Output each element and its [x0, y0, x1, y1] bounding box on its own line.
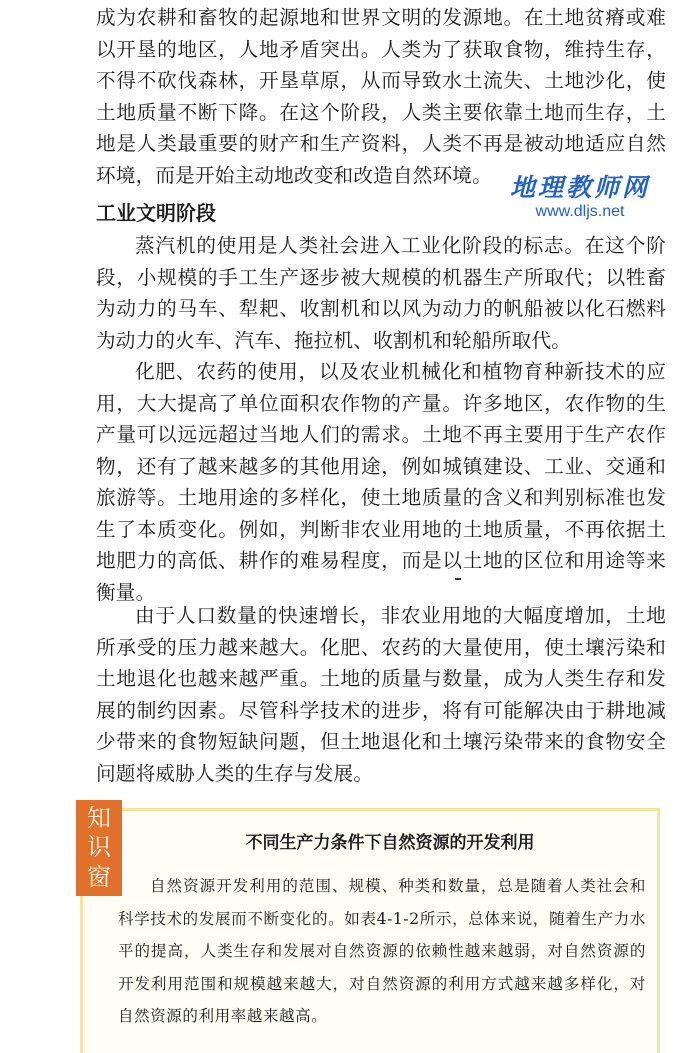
watermark [510, 174, 650, 222]
paragraph-population: 由于人口数量的快速增长，非农业用地的大幅度增加，土地所承受的压力越来越大。化肥、农药的大量使用，使土壤污染和土地退化也越来越严重。土地的质量与数量，成为人类生存和发展的制约因素。尽管科学技术的进步，将有可能解决由于耕地减少带来的食物短缺问题，但土地退化和土壤污染带来的食物安全问题将威胁人类的生存与发展。 [96, 604, 666, 785]
tab-char-shi: 识 [87, 833, 111, 862]
knowledge-window-tab [76, 800, 122, 896]
knowledge-box-body: 自然资源开发利用的范围、规模、种类和数量，总是随着人类社会和科学技术的发展而不断变化的。如表4-1-2所示，总体来说，随着生产力水平的提高，人类生存和发展对自然资源的依赖性越来越弱，对自然资源的开发利用范围和规模越来越大，对自然资源的利用方式越来越多样化，对自然资源的利用率越来越高。 [118, 877, 646, 1025]
section-heading: 工业文明阶段 [96, 201, 216, 225]
tab-char-zhi: 知 [87, 804, 111, 833]
tab-char-chuang: 窗 [87, 862, 111, 891]
watermark-url: www.dljs.net [535, 203, 625, 220]
paragraph-fertilizer: 化肥、农药的使用，以及农业机械化和植物育种新技术的应用，大大提高了单位面积农作物的产量。许多地区，农作物的生产量可以远远超过当地人们的需求。土地不再主要用于生产农作物，还有了越来越多的其他用途，例如城镇建设、工业、交通和旅游等。土地用途的多样化，使土地质量的含义和判别标准也发生了本质变化。例如，判断非农业用地的土地质量，不再依据土地肥力的高低、耕作的难易程度，而是以土地的区位和用途等来衡量。 [96, 360, 666, 604]
paragraph-steam-engine: 蒸汽机的使用是人类社会进入工业化阶段的标志。在这个阶段，小规模的手工生产逐步被大规模的机器生产所取代；以牲畜为动力的马车、犁耙、收割机和以风为动力的帆船被以化石燃料为动力的火车、汽车、拖拉机、收割机和轮船所取代。 [96, 234, 666, 352]
stray-mark [455, 578, 461, 580]
intro-paragraph: 成为农耕和畜牧的起源地和世界文明的发源地。在土地贫瘠或难以开垦的地区，人地矛盾突出。人类为了获取食物，维持生存，不得不砍伐森林，开垦草原，从而导致水土流失、土地沙化，使土地质量不断下降。在这个阶段，人类主要依靠土地而生存，土地是人类最重要的财产和生产资料，人类不再是被动地适应自然环境，而是开始主动地改变和改造自然环境。 [96, 6, 666, 187]
watermark-title: 地理教师网 [510, 173, 651, 202]
knowledge-box-title: 不同生产力条件下自然资源的开发利用 [245, 833, 535, 853]
